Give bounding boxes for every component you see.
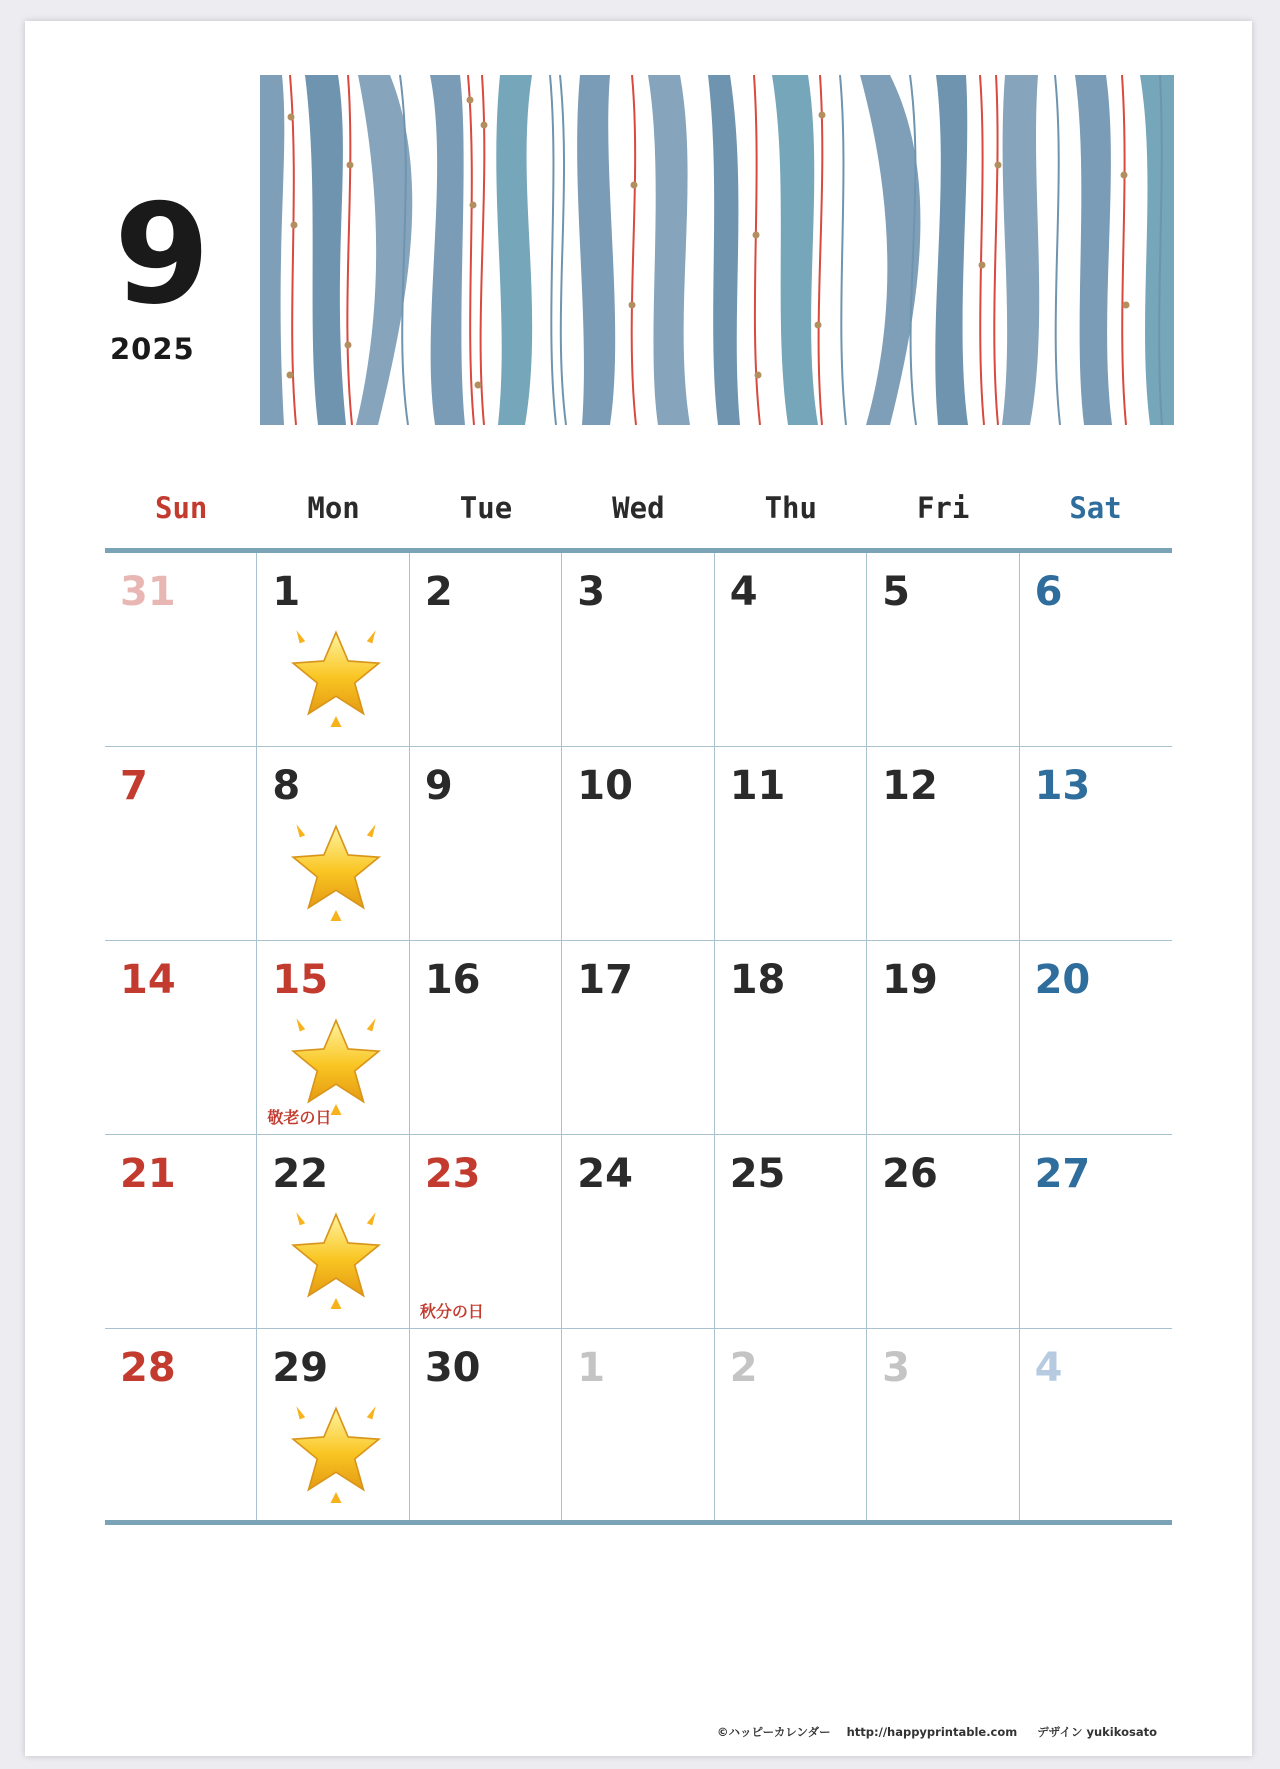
- day-number: 31: [120, 569, 176, 615]
- day-number: 1: [272, 569, 301, 615]
- day-number: 5: [882, 569, 910, 615]
- day-number: 9: [424, 763, 453, 809]
- day-number: 11: [729, 763, 786, 809]
- day-cell: [257, 1329, 409, 1523]
- glowing-star-icon: [281, 1199, 391, 1309]
- weekday-sun: Sun: [155, 491, 208, 525]
- year-label: 2025: [110, 332, 195, 366]
- footer-credit: ©ハッピーカレンダー http://happyprintable.com デザイン yukikosato: [717, 1725, 1157, 1739]
- day-number: 2: [424, 569, 453, 615]
- day-number: 25: [729, 1151, 786, 1197]
- day-cell: [105, 941, 257, 1135]
- bottom-rule: [105, 1520, 1172, 1525]
- day-cell: [562, 941, 714, 1135]
- wave-pattern-icon: [260, 75, 1174, 425]
- day-cell: [562, 1135, 714, 1329]
- day-cell: [105, 747, 257, 941]
- glowing-star-icon: [281, 811, 391, 921]
- decorative-banner: [260, 75, 1174, 425]
- day-number: 29: [272, 1345, 329, 1391]
- day-cell: [867, 1329, 1019, 1523]
- day-number: 3: [577, 569, 606, 615]
- day-number: 20: [1034, 957, 1091, 1003]
- day-number: 3: [882, 1345, 910, 1391]
- day-number: 24: [577, 1151, 633, 1197]
- day-number: 23: [424, 1151, 481, 1197]
- calendar-sheet: [25, 21, 1252, 1756]
- day-number: 4: [1034, 1345, 1063, 1391]
- day-cell: [562, 1329, 714, 1523]
- day-cell: [410, 747, 562, 941]
- day-number: 14: [120, 957, 176, 1003]
- holiday-label: 敬老の日: [267, 1108, 332, 1127]
- day-cell: [257, 747, 409, 941]
- day-number: 16: [424, 957, 481, 1003]
- day-cell: [562, 553, 714, 747]
- day-number: 30: [424, 1345, 481, 1391]
- day-number: 17: [577, 957, 633, 1003]
- day-cell: [562, 747, 714, 941]
- day-number: 6: [1034, 569, 1063, 615]
- day-cell: [715, 1135, 867, 1329]
- calendar-grid: [105, 553, 1172, 1523]
- day-cell: [410, 1329, 562, 1523]
- glowing-star-icon: [281, 1393, 391, 1503]
- day-cell: [1020, 747, 1172, 941]
- glowing-star-icon: [281, 1005, 391, 1115]
- day-number: 22: [272, 1151, 329, 1197]
- month-header: [110, 174, 240, 366]
- day-number: 4: [729, 569, 758, 615]
- day-cell: [715, 553, 867, 747]
- day-cell: [105, 1135, 257, 1329]
- weekday-thu: Thu: [764, 491, 817, 525]
- day-cell: [257, 1135, 409, 1329]
- day-number: 13: [1034, 763, 1091, 809]
- day-cell: [1020, 553, 1172, 747]
- day-number: 19: [882, 957, 938, 1003]
- day-cell: [410, 1135, 562, 1329]
- weekday-tue: Tue: [459, 491, 513, 525]
- day-cell: [867, 941, 1019, 1135]
- day-cell: [257, 941, 409, 1135]
- day-number: 26: [882, 1151, 938, 1197]
- weekday-header: [105, 491, 1172, 541]
- day-cell: [1020, 1135, 1172, 1329]
- day-number: 18: [729, 957, 786, 1003]
- day-cell: [1020, 1329, 1172, 1523]
- month-number: 9: [114, 174, 207, 335]
- day-number: 28: [120, 1345, 176, 1391]
- day-cell: [715, 1329, 867, 1523]
- day-number: 21: [120, 1151, 176, 1197]
- weekday-mon: Mon: [307, 491, 360, 525]
- glowing-star-icon: [281, 617, 391, 727]
- day-cell: [257, 553, 409, 747]
- weekday-wed: Wed: [612, 491, 665, 525]
- day-number: 1: [577, 1345, 606, 1391]
- day-cell: [410, 553, 562, 747]
- day-cell: [105, 553, 257, 747]
- day-cell: [867, 747, 1019, 941]
- weekday-fri: Fri: [916, 491, 970, 525]
- day-cell: [867, 1135, 1019, 1329]
- day-cell: [1020, 941, 1172, 1135]
- day-number: 8: [272, 763, 301, 809]
- day-number: 15: [272, 957, 329, 1003]
- day-number: 7: [120, 763, 148, 809]
- day-number: 12: [882, 763, 938, 809]
- day-number: 10: [577, 763, 633, 809]
- day-number: 2: [729, 1345, 758, 1391]
- day-cell: [715, 941, 867, 1135]
- day-cell: [410, 941, 562, 1135]
- day-number: 27: [1034, 1151, 1091, 1197]
- weekday-sat: Sat: [1069, 491, 1122, 525]
- holiday-label: 秋分の日: [419, 1302, 484, 1321]
- day-cell: [867, 553, 1019, 747]
- day-cell: [105, 1329, 257, 1523]
- day-cell: [715, 747, 867, 941]
